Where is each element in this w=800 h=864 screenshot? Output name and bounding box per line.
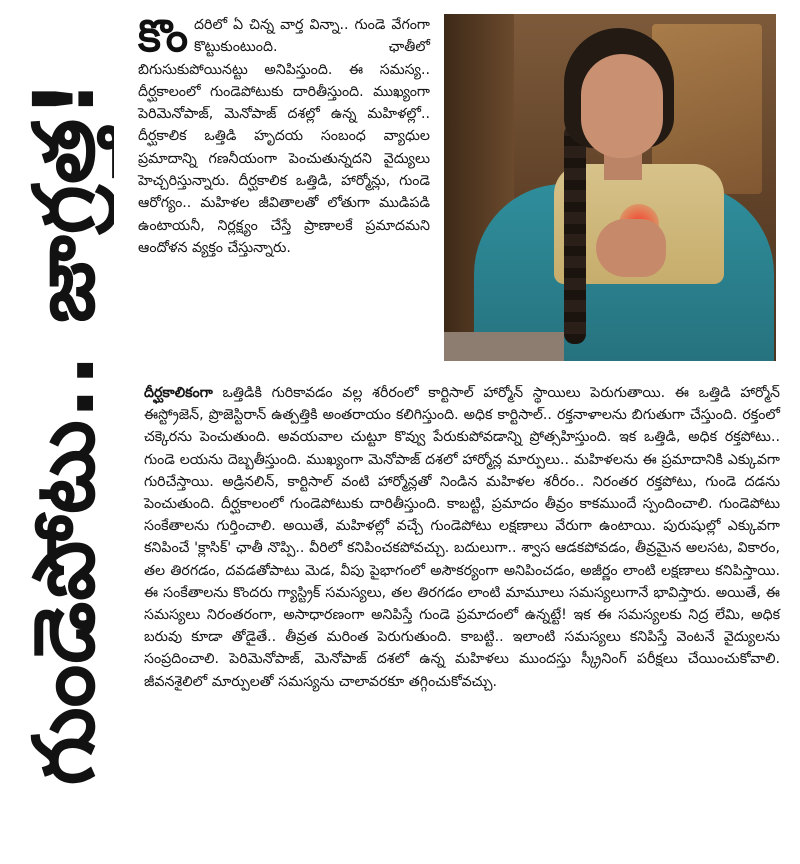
article-photo xyxy=(444,14,776,361)
photo-woman-braid xyxy=(564,124,586,344)
intro-text: దరిలో ఏ చిన్న వార్త విన్నా.. గుండె వేగంగా కొట్టుకుంటుంది. ఛాతీలో బిగుసుకుపోయినట్టు అనిపిస్తుంది. ఈ సమస్య.. దీర్ఘకాలంలో గుండెపోటుకు దారితీస్తుంది. ముఖ్యంగా పెరిమెనోపాజ్, మెనోపాజ్ దశల్లో ఉన్న మహిళల్లో.. దీర్ఘకాలిక ఒత్తిడి హృదయ సంబంధ వ్యాధుల ప్రమాదాన్ని గణనీయంగా పెంచుతున్నదని వైద్యులు హెచ్చరిస్తున్నారు. దీర్ఘకాలిక ఒత్తిడి, హార్మోన్లు, గుండె ఆరోగ్యం.. మహిళల జీవితాలతో లోతుగా ముడిపడి ఉంటాయనీ, నిర్లక్ష్యం చేస్తే ప్రాణాలకే ప్రమాదమని ఆందోళన వ్యక్తం చేస్తున్నారు. xyxy=(138,17,430,256)
headline-column xyxy=(14,0,114,864)
dropcap: కొం xyxy=(138,11,189,62)
intro-paragraph xyxy=(138,11,430,259)
photo-woman-hand xyxy=(596,219,666,277)
article-headline: గుండెపోటు.. జాగ్రత్త! xyxy=(15,78,113,786)
body-paragraph xyxy=(144,382,780,693)
photo-table xyxy=(444,332,564,361)
photo-woman-face xyxy=(581,54,663,158)
body-lead-word: దీర్ఘకాలికంగా xyxy=(144,385,213,401)
body-text: ఒత్తిడికి గురికావడం వల్ల శరీరంలో కార్టిసాల్ హార్మోన్ స్థాయిలు పెరుగుతాయి. ఈ ఒత్తిడి హార్మోన్ ఈస్ట్రోజెన్, ప్రొజెస్టిరాన్ ఉత్పత్తికి అంతరాయం కలిగిస్తుంది. అధిక కార్టిసాల్.. రక్తనాళాలను బిగుతుగా చేస్తుంది. రక్తంలో చక్కెరను పెంచుతుంది. అవయవాల చుట్టూ కొవ్వు పేరుకుపోవడాన్ని ప్రోత్సహిస్తుంది. ఇక ఒత్తిడి, అధిక రక్తపోటు.. గుండె లయను దెబ్బతీస్తుంది. ముఖ్యంగా మెనోపాజ్ దశలో హార్మోన్ల మార్పులు.. మహిళలను ఈ ప్రమాదానికి ఎక్కువగా గురిచేస్తాయి. అడ్రినలిన్, కార్టిసాల్ వంటి హార్మోన్లతో నిండిన మహిళల శరీరం.. నిరంతర రక్తపోటు, గుండె దడను పెంచుతుంది. దీర్ఘకాలంలో గుండెపోటుకు దారితీస్తుంది. కాబట్టి, ప్రమాదం తీవ్రం కాకముందే స్పందించాలి. గుండెపోటు సంకేతాలను గుర్తించాలి. అయితే, మహిళల్లో వచ్చే గుండెపోటు లక్షణాలు వేరుగా ఉంటాయి. పురుషుల్లో ఎక్కువగా కనిపించే 'క్లాసిక్' ఛాతీ నొప్పి.. వీరిలో కనిపించకపోవచ్చు. బదులుగా.. శ్వాస ఆడకపోవడం, తీవ్రమైన అలసట, వికారం, తల తిరగడం, దవడతోపాటు మెడ, వీపు పైభాగంలో అసౌకర్యంగా అనిపించడం, అజీర్ణం లాంటి లక్షణాలు కనిపిస్తాయి. ఈ సంకేతాలను కొందరు గ్యాస్ట్రిక్ సమస్యలు, తల తిరగడం లాంటి మామూలు సమస్యలుగానే భావిస్తారు. అయితే, ఈ సమస్యలు నిరంతరంగా, అసాధారణంగా అనిపిస్తే గుండె ప్రమాదంలో ఉన్నట్టే! ఇక ఈ సమస్యలకు నిద్ర లేమి, అధిక బరువు కూడా తోడైతే.. తీవ్రత మరింత పెరుగుతుంది. కాబట్టి.. ఇలాంటి సమస్యలు కనిపిస్తే వెంటనే వైద్యులను సంప్రదించాలి. పెరిమెనోపాజ్, మెనోపాజ్ దశలో ఉన్న మహిళలు ముందస్తు స్క్రీనింగ్ పరీక్షలు చేయించుకోవాలి. జీవనశైలిలో మార్పులతో సమస్యను చాలావరకూ తగ్గించుకోవచ్చు. xyxy=(144,385,780,690)
